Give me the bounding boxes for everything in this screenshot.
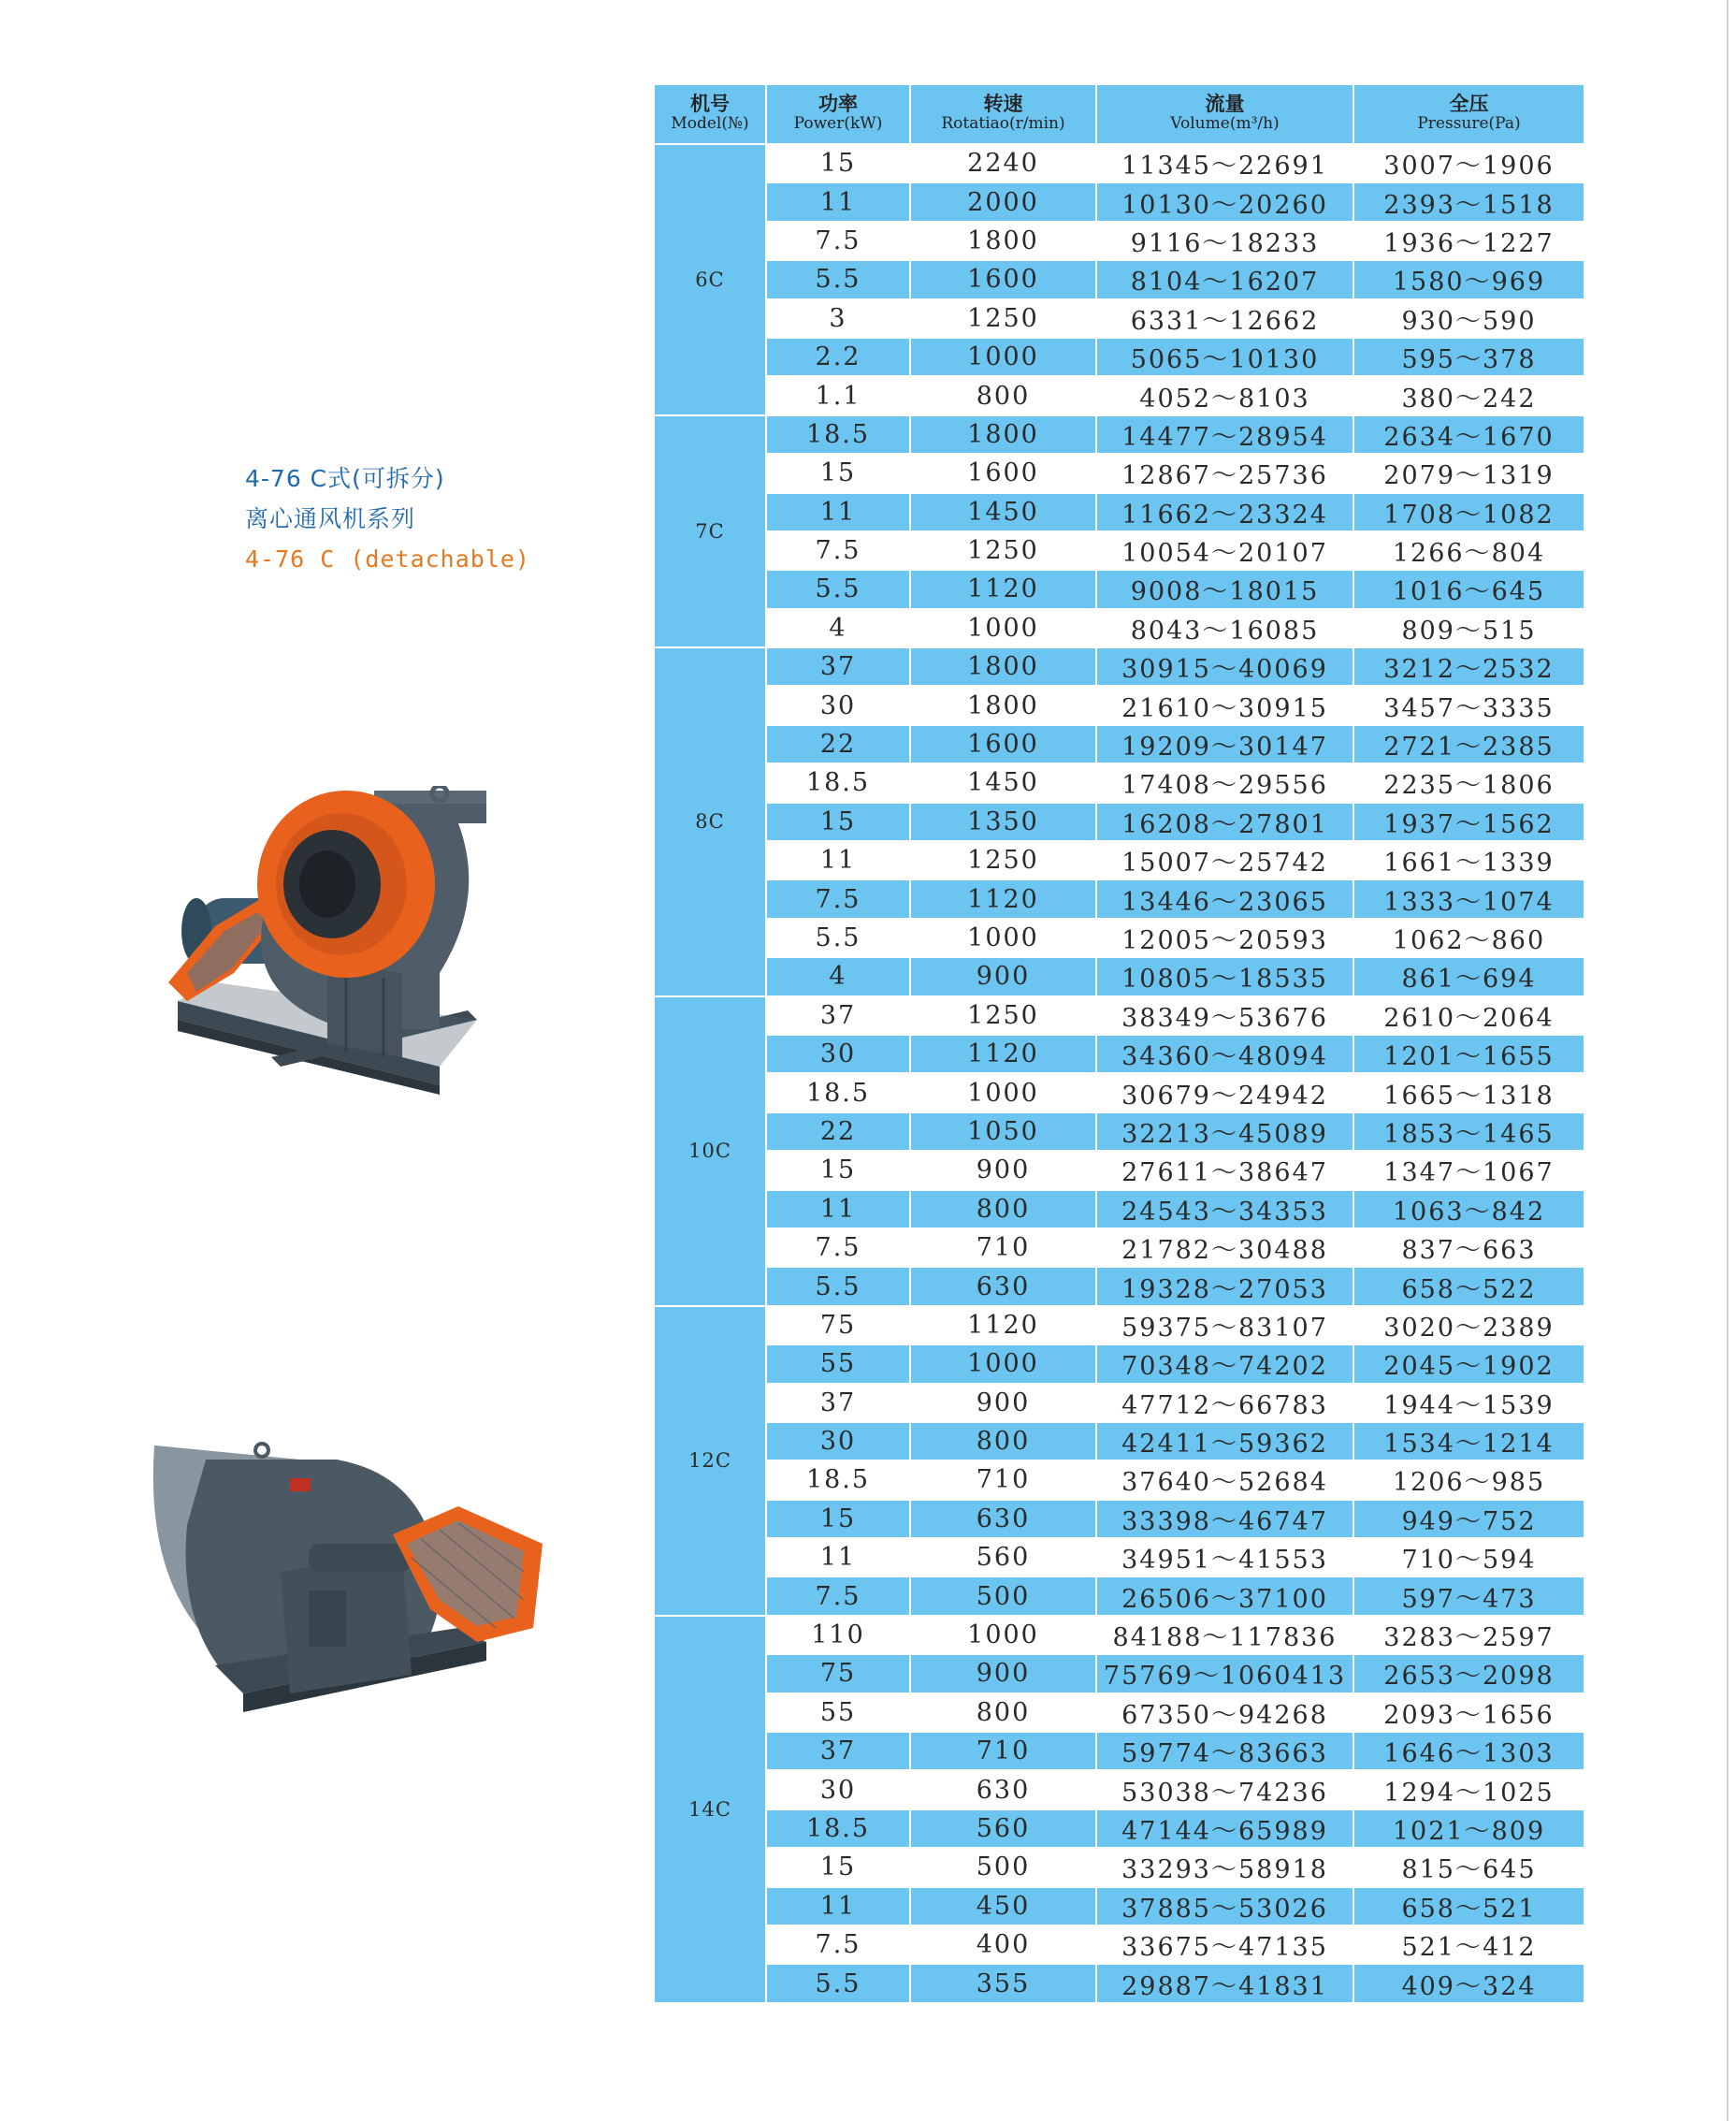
volume-cell: 75769～1060413	[1096, 1654, 1353, 1692]
volume-cell: 37640～52684	[1096, 1460, 1353, 1499]
power-cell: 3	[766, 299, 910, 338]
power-cell: 11	[766, 1887, 910, 1925]
pressure-cell: 1661～1339	[1353, 841, 1584, 879]
volume-cell: 59774～83663	[1096, 1732, 1353, 1770]
volume-cell: 67350～94268	[1096, 1693, 1353, 1732]
speed-cell: 1000	[910, 338, 1096, 376]
volume-cell: 14477～28954	[1096, 415, 1353, 454]
col-header-volume: 流量 Volume(m³/h)	[1096, 84, 1353, 144]
power-cell: 18.5	[766, 1460, 910, 1499]
table-row	[654, 1190, 1584, 1228]
power-cell: 15	[766, 454, 910, 492]
power-cell: 110	[766, 1616, 910, 1654]
pressure-cell: 380～242	[1353, 376, 1584, 414]
speed-cell: 400	[910, 1925, 1096, 1964]
volume-cell: 8043～16085	[1096, 609, 1353, 647]
pressure-cell: 2610～2064	[1353, 996, 1584, 1035]
speed-cell: 900	[910, 1654, 1096, 1692]
volume-cell: 53038～74236	[1096, 1770, 1353, 1809]
pressure-cell: 861～694	[1353, 957, 1584, 995]
volume-cell: 47712～66783	[1096, 1384, 1353, 1422]
volume-cell: 9008～18015	[1096, 570, 1353, 608]
pressure-cell: 815～645	[1353, 1848, 1584, 1886]
volume-cell: 34951～41553	[1096, 1538, 1353, 1576]
volume-cell: 11662～23324	[1096, 493, 1353, 531]
table-row	[654, 1384, 1584, 1422]
pressure-cell: 597～473	[1353, 1576, 1584, 1615]
pressure-cell: 1294～1025	[1353, 1770, 1584, 1809]
volume-cell: 10054～20107	[1096, 531, 1353, 570]
pressure-cell: 2634～1670	[1353, 415, 1584, 454]
pressure-cell: 1646～1303	[1353, 1732, 1584, 1770]
power-cell: 18.5	[766, 415, 910, 454]
pressure-cell: 930～590	[1353, 299, 1584, 338]
speed-cell: 1800	[910, 647, 1096, 686]
pressure-cell: 1708～1082	[1353, 493, 1584, 531]
pressure-cell: 595～378	[1353, 338, 1584, 376]
table-row	[654, 1500, 1584, 1538]
volume-cell: 6331～12662	[1096, 299, 1353, 338]
pressure-cell: 1347～1067	[1353, 1151, 1584, 1189]
power-cell: 5.5	[766, 260, 910, 298]
series-title	[245, 458, 619, 579]
speed-cell: 800	[910, 1422, 1096, 1460]
speed-cell: 560	[910, 1809, 1096, 1848]
power-cell: 37	[766, 1732, 910, 1770]
speed-cell: 900	[910, 1384, 1096, 1422]
pressure-cell: 1665～1318	[1353, 1073, 1584, 1111]
pressure-cell: 1534～1214	[1353, 1422, 1584, 1460]
pressure-cell: 3283～2597	[1353, 1616, 1584, 1654]
power-cell: 5.5	[766, 1964, 910, 2002]
power-cell: 22	[766, 725, 910, 763]
volume-cell: 84188～117836	[1096, 1616, 1353, 1654]
table-row	[654, 609, 1584, 647]
power-cell: 37	[766, 996, 910, 1035]
speed-cell: 900	[910, 1151, 1096, 1189]
power-cell: 7.5	[766, 1576, 910, 1615]
power-cell: 2.2	[766, 338, 910, 376]
pressure-cell: 710～594	[1353, 1538, 1584, 1576]
pressure-cell: 1063～842	[1353, 1190, 1584, 1228]
speed-cell: 1450	[910, 493, 1096, 531]
table-row	[654, 144, 1584, 182]
speed-cell: 710	[910, 1228, 1096, 1267]
power-cell: 5.5	[766, 919, 910, 957]
speed-cell: 1000	[910, 919, 1096, 957]
power-cell: 4	[766, 957, 910, 995]
pressure-cell: 1266～804	[1353, 531, 1584, 570]
pressure-cell: 1936～1227	[1353, 222, 1584, 260]
table-row	[654, 686, 1584, 724]
power-cell: 30	[766, 1422, 910, 1460]
volume-cell: 19209～30147	[1096, 725, 1353, 763]
power-cell: 7.5	[766, 879, 910, 918]
table-row	[654, 841, 1584, 879]
pressure-cell: 3020～2389	[1353, 1306, 1584, 1344]
table-row	[654, 1693, 1584, 1732]
series-title-name: 离心通风机系列	[245, 505, 416, 532]
speed-cell: 1350	[910, 803, 1096, 841]
power-cell: 55	[766, 1344, 910, 1383]
pressure-cell: 2045～1902	[1353, 1344, 1584, 1383]
table-row	[654, 1770, 1584, 1809]
table-row	[654, 803, 1584, 841]
table-row	[654, 957, 1584, 995]
model-cell: 14C	[654, 1616, 766, 2003]
power-cell: 4	[766, 609, 910, 647]
model-cell: 8C	[654, 647, 766, 996]
pressure-cell: 809～515	[1353, 609, 1584, 647]
volume-cell: 4052～8103	[1096, 376, 1353, 414]
model-cell: 7C	[654, 415, 766, 647]
pressure-cell: 2393～1518	[1353, 182, 1584, 221]
speed-cell: 1250	[910, 531, 1096, 570]
speed-cell: 800	[910, 1693, 1096, 1732]
power-cell: 15	[766, 1500, 910, 1538]
speed-cell: 2000	[910, 182, 1096, 221]
table-row	[654, 647, 1584, 686]
pressure-cell: 2721～2385	[1353, 725, 1584, 763]
pressure-cell: 3212～2532	[1353, 647, 1584, 686]
power-cell: 7.5	[766, 531, 910, 570]
speed-cell: 1450	[910, 763, 1096, 802]
volume-cell: 10130～20260	[1096, 182, 1353, 221]
pressure-cell: 521～412	[1353, 1925, 1584, 1964]
volume-cell: 47144～65989	[1096, 1809, 1353, 1848]
pressure-cell: 3457～3335	[1353, 686, 1584, 724]
speed-cell: 1000	[910, 609, 1096, 647]
series-title-model: 4-76 C式(可拆分)	[245, 465, 445, 492]
pressure-cell: 409～324	[1353, 1964, 1584, 2002]
table-row	[654, 570, 1584, 608]
table-row	[654, 222, 1584, 260]
pressure-cell: 2235～1806	[1353, 763, 1584, 802]
pressure-cell: 2093～1656	[1353, 1693, 1584, 1732]
power-cell: 37	[766, 647, 910, 686]
power-cell: 1.1	[766, 376, 910, 414]
speed-cell: 1800	[910, 222, 1096, 260]
speed-cell: 1600	[910, 260, 1096, 298]
pressure-cell: 1201～1655	[1353, 1035, 1584, 1073]
table-row	[654, 763, 1584, 802]
volume-cell: 8104～16207	[1096, 260, 1353, 298]
speed-cell: 800	[910, 376, 1096, 414]
table-row	[654, 1925, 1584, 1964]
page-edge-divider	[1727, 0, 1729, 2121]
pressure-cell: 2653～2098	[1353, 1654, 1584, 1692]
speed-cell: 1250	[910, 996, 1096, 1035]
speed-cell: 1600	[910, 454, 1096, 492]
table-row	[654, 1344, 1584, 1383]
pressure-cell: 1021～809	[1353, 1809, 1584, 1848]
pressure-cell: 658～522	[1353, 1267, 1584, 1305]
volume-cell: 32213～45089	[1096, 1112, 1353, 1151]
table-row	[654, 1732, 1584, 1770]
table-row	[654, 996, 1584, 1035]
volume-cell: 11345～22691	[1096, 144, 1353, 182]
table-row	[654, 1538, 1584, 1576]
volume-cell: 33675～47135	[1096, 1925, 1353, 1964]
pressure-cell: 1580～969	[1353, 260, 1584, 298]
table-row	[654, 879, 1584, 918]
power-cell: 11	[766, 1538, 910, 1576]
table-row	[654, 260, 1584, 298]
volume-cell: 34360～48094	[1096, 1035, 1353, 1073]
power-cell: 37	[766, 1384, 910, 1422]
volume-cell: 26506～37100	[1096, 1576, 1353, 1615]
power-cell: 15	[766, 1151, 910, 1189]
table-body	[654, 144, 1584, 2003]
volume-cell: 13446～23065	[1096, 879, 1353, 918]
volume-cell: 37885～53026	[1096, 1887, 1353, 1925]
speed-cell: 800	[910, 1190, 1096, 1228]
speed-cell: 710	[910, 1460, 1096, 1499]
model-cell: 12C	[654, 1306, 766, 1616]
table-row	[654, 415, 1584, 454]
table-row	[654, 493, 1584, 531]
model-cell: 10C	[654, 996, 766, 1306]
pressure-cell: 1333～1074	[1353, 879, 1584, 918]
table-row	[654, 1073, 1584, 1111]
table-row	[654, 1576, 1584, 1615]
pressure-cell: 1062～860	[1353, 919, 1584, 957]
volume-cell: 29887～41831	[1096, 1964, 1353, 2002]
pressure-cell: 949～752	[1353, 1500, 1584, 1538]
table-row	[654, 1848, 1584, 1886]
volume-cell: 33398～46747	[1096, 1500, 1353, 1538]
volume-cell: 59375～83107	[1096, 1306, 1353, 1344]
table-row	[654, 1887, 1584, 1925]
speed-cell: 1600	[910, 725, 1096, 763]
table-row	[654, 1964, 1584, 2002]
volume-cell: 30679～24942	[1096, 1073, 1353, 1111]
volume-cell: 19328～27053	[1096, 1267, 1353, 1305]
col-header-model: 机号 Model(№)	[654, 84, 766, 144]
table-row	[654, 454, 1584, 492]
fan-product-image-rear	[150, 1441, 580, 1796]
power-cell: 11	[766, 493, 910, 531]
volume-cell: 15007～25742	[1096, 841, 1353, 879]
table-row	[654, 1151, 1584, 1189]
col-header-power: 功率 Power(kW)	[766, 84, 910, 144]
speed-cell: 500	[910, 1848, 1096, 1886]
table-row	[654, 531, 1584, 570]
speed-cell: 630	[910, 1770, 1096, 1809]
power-cell: 7.5	[766, 1925, 910, 1964]
speed-cell: 1000	[910, 1344, 1096, 1383]
speed-cell: 1000	[910, 1073, 1096, 1111]
power-cell: 11	[766, 182, 910, 221]
table-row	[654, 1112, 1584, 1151]
speed-cell: 1250	[910, 299, 1096, 338]
speed-cell: 1120	[910, 570, 1096, 608]
table-row	[654, 1809, 1584, 1848]
fan-product-image-front	[159, 786, 571, 1151]
power-cell: 15	[766, 803, 910, 841]
speed-cell: 1800	[910, 415, 1096, 454]
table-row	[654, 338, 1584, 376]
pressure-cell: 1944～1539	[1353, 1384, 1584, 1422]
volume-cell: 27611～38647	[1096, 1151, 1353, 1189]
speed-cell: 2240	[910, 144, 1096, 182]
table-row	[654, 299, 1584, 338]
pressure-cell: 658～521	[1353, 1887, 1584, 1925]
col-header-pressure: 全压 Pressure(Pa)	[1353, 84, 1584, 144]
power-cell: 7.5	[766, 1228, 910, 1267]
volume-cell: 5065～10130	[1096, 338, 1353, 376]
volume-cell: 12005～20593	[1096, 919, 1353, 957]
speed-cell: 1120	[910, 879, 1096, 918]
model-cell: 6C	[654, 144, 766, 415]
power-cell: 75	[766, 1654, 910, 1692]
pressure-cell: 1937～1562	[1353, 803, 1584, 841]
speed-cell: 500	[910, 1576, 1096, 1615]
volume-cell: 12867～25736	[1096, 454, 1353, 492]
speed-cell: 1120	[910, 1306, 1096, 1344]
speed-cell: 450	[910, 1887, 1096, 1925]
table-header-row	[654, 84, 1584, 144]
power-cell: 55	[766, 1693, 910, 1732]
power-cell: 30	[766, 686, 910, 724]
volume-cell: 33293～58918	[1096, 1848, 1353, 1886]
speed-cell: 710	[910, 1732, 1096, 1770]
speed-cell: 630	[910, 1500, 1096, 1538]
pressure-cell: 2079～1319	[1353, 454, 1584, 492]
volume-cell: 38349～53676	[1096, 996, 1353, 1035]
table-row	[654, 1422, 1584, 1460]
volume-cell: 9116～18233	[1096, 222, 1353, 260]
table-row	[654, 1035, 1584, 1073]
volume-cell: 10805～18535	[1096, 957, 1353, 995]
table-row	[654, 376, 1584, 414]
pressure-cell: 1206～985	[1353, 1460, 1584, 1499]
speed-cell: 1800	[910, 686, 1096, 724]
volume-cell: 21610～30915	[1096, 686, 1353, 724]
fan-spec-table	[653, 83, 1585, 2004]
table-row	[654, 1460, 1584, 1499]
speed-cell: 1000	[910, 1616, 1096, 1654]
volume-cell: 21782～30488	[1096, 1228, 1353, 1267]
power-cell: 30	[766, 1035, 910, 1073]
table-row	[654, 1228, 1584, 1267]
volume-cell: 17408～29556	[1096, 763, 1353, 802]
table-row	[654, 919, 1584, 957]
volume-cell: 30915～40069	[1096, 647, 1353, 686]
power-cell: 30	[766, 1770, 910, 1809]
speed-cell: 560	[910, 1538, 1096, 1576]
power-cell: 15	[766, 1848, 910, 1886]
speed-cell: 1250	[910, 841, 1096, 879]
speed-cell: 355	[910, 1964, 1096, 2002]
power-cell: 7.5	[766, 222, 910, 260]
power-cell: 22	[766, 1112, 910, 1151]
pressure-cell: 1016～645	[1353, 570, 1584, 608]
volume-cell: 24543～34353	[1096, 1190, 1353, 1228]
col-header-speed: 转速 Rotatiao(r/min)	[910, 84, 1096, 144]
pressure-cell: 3007～1906	[1353, 144, 1584, 182]
series-title-english: 4-76 C (detachable)	[245, 545, 530, 573]
power-cell: 75	[766, 1306, 910, 1344]
speed-cell: 1120	[910, 1035, 1096, 1073]
speed-cell: 1050	[910, 1112, 1096, 1151]
power-cell: 18.5	[766, 763, 910, 802]
power-cell: 5.5	[766, 570, 910, 608]
power-cell: 11	[766, 841, 910, 879]
table-row	[654, 1306, 1584, 1344]
volume-cell: 70348～74202	[1096, 1344, 1353, 1383]
volume-cell: 16208～27801	[1096, 803, 1353, 841]
power-cell: 5.5	[766, 1267, 910, 1305]
volume-cell: 42411～59362	[1096, 1422, 1353, 1460]
table-row	[654, 182, 1584, 221]
power-cell: 18.5	[766, 1809, 910, 1848]
table-row	[654, 1654, 1584, 1692]
pressure-cell: 1853～1465	[1353, 1112, 1584, 1151]
table-row	[654, 725, 1584, 763]
speed-cell: 630	[910, 1267, 1096, 1305]
power-cell: 11	[766, 1190, 910, 1228]
power-cell: 15	[766, 144, 910, 182]
power-cell: 18.5	[766, 1073, 910, 1111]
pressure-cell: 837～663	[1353, 1228, 1584, 1267]
speed-cell: 900	[910, 957, 1096, 995]
table-row	[654, 1616, 1584, 1654]
table-row	[654, 1267, 1584, 1305]
